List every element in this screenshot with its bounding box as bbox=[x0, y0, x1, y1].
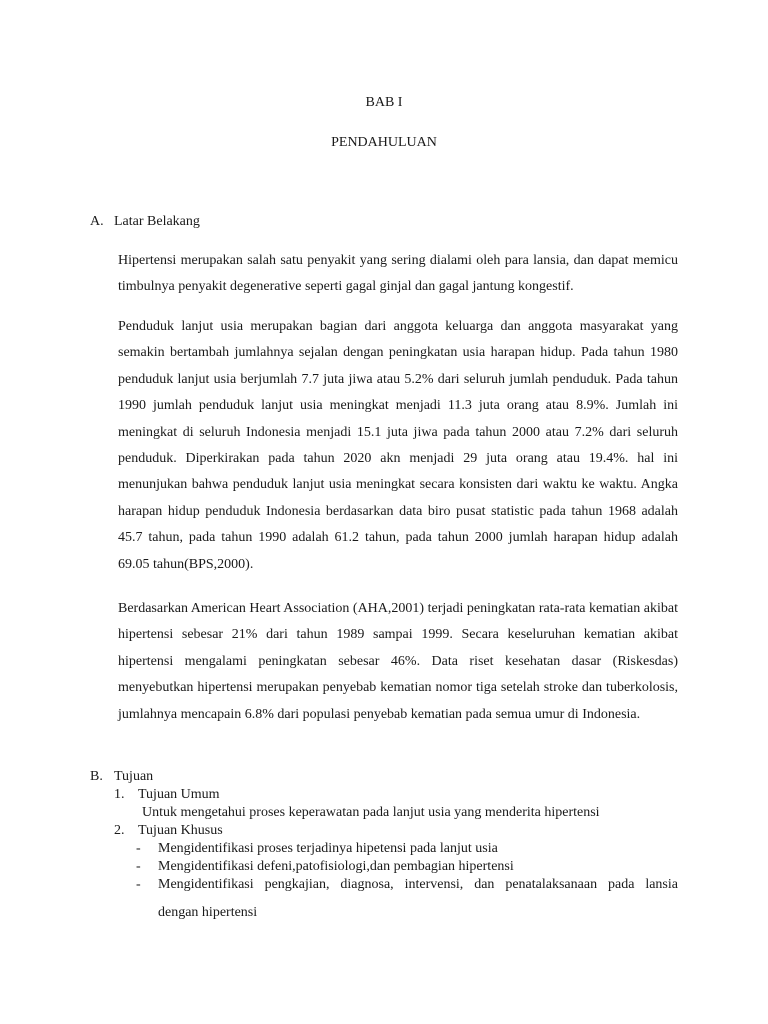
paragraph-1: Hipertensi merupakan salah satu penyakit yang sering dialami oleh para lansia, dan dapat memicu timbulnya penyakit degenerative seperti gagal ginjal dan gagal jantung kongestif. bbox=[118, 253, 678, 295]
bullet-item bbox=[136, 876, 678, 922]
bullet-item bbox=[90, 858, 690, 876]
section-a-marker: A. bbox=[90, 214, 104, 229]
bullet-text-line-2: dengan hipertensi bbox=[158, 905, 258, 920]
section-a-heading bbox=[90, 213, 200, 231]
bullet-dash: - bbox=[136, 877, 141, 892]
bullet-dash: - bbox=[136, 859, 141, 874]
list-item-tujuan-khusus bbox=[90, 822, 690, 840]
list-item-label: Tujuan Khusus bbox=[138, 823, 223, 838]
section-b-marker: B. bbox=[90, 769, 103, 784]
bullet-dash: - bbox=[136, 841, 141, 856]
tujuan-umum-description: Untuk mengetahui proses keperawatan pada lanjut usia yang menderita hipertensi bbox=[142, 805, 600, 820]
list-item-label: Tujuan Umum bbox=[138, 787, 220, 802]
paragraph-2: Penduduk lanjut usia merupakan bagian dari anggota keluarga dan anggota masyarakat yang semakin bertambah jumlahnya sejalan dengan peningkatan usia harapan hidup. Pada tahun 1980 penduduk lanjut usia berjumlah 7.7 juta jiwa atau 5.2% dari seluruh jumlah penduduk. Pada tahun 1990 jumlah penduduk lanjut usia meningkat menjadi 11.3 juta orang atau 8.9%. Jumlah ini meningkat di seluruh Indonesia menjadi 15.1 juta jiwa pada tahun 2000 atau 7.2% dari seluruh penduduk. Diperkirakan pada tahun 2020 akn menjadi 29 juta orang atau 19.4%. hal ini menunjukan bahwa penduduk lanjut usia meningkat secara konsisten dari waktu ke waktu. Angka harapan hidup penduduk Indonesia berdasarkan data biro pusat statistic pada tahun 1968 adalah 45.7 tahun, pada tahun 1990 adalah 61.2 tahun, pada tahun 2000 jumlah harapan hidup adalah 69.05 tahun(BPS,2000). bbox=[118, 319, 678, 572]
list-marker: 1. bbox=[114, 787, 125, 802]
section-b bbox=[90, 768, 690, 922]
bullet-item bbox=[90, 840, 690, 858]
chapter-number: BAB I bbox=[365, 95, 403, 110]
list-marker: 2. bbox=[114, 823, 125, 838]
section-b-title: Tujuan bbox=[114, 769, 154, 784]
list-item-tujuan-umum bbox=[90, 786, 690, 804]
section-b-heading bbox=[90, 768, 690, 786]
paragraph-3: Berdasarkan American Heart Association (AHA,2001) terjadi peningkatan rata-rata kematian akibat hipertensi sebesar 21% dari tahun 1989 sampai 1999. Secara keseluruhan kematian akibat hipertensi mengalami peningkatan sebesar 46%. Data riset kesehatan dasar (Riskesdas) menyebutkan hipertensi merupakan penyebab kematian nomor tiga setelah stroke dan tuberkolosis, jumlahnya mencapain 6.8% dari populasi penyebab kematian pada semua umur di Indonesia. bbox=[118, 601, 678, 722]
bullet-text-line-1: Mengidentifikasi pengkajian, diagnosa, intervensi, dan penatalaksanaan pada lansia bbox=[158, 877, 678, 892]
bullet-text: Mengidentifikasi proses terjadinya hipetensi pada lanjut usia bbox=[158, 841, 498, 856]
section-a-title: Latar Belakang bbox=[114, 214, 200, 229]
bullet-text: Mengidentifikasi defeni,patofisiologi,dan pembagian hipertensi bbox=[158, 859, 514, 874]
chapter-title: PENDAHULUAN bbox=[331, 135, 437, 150]
